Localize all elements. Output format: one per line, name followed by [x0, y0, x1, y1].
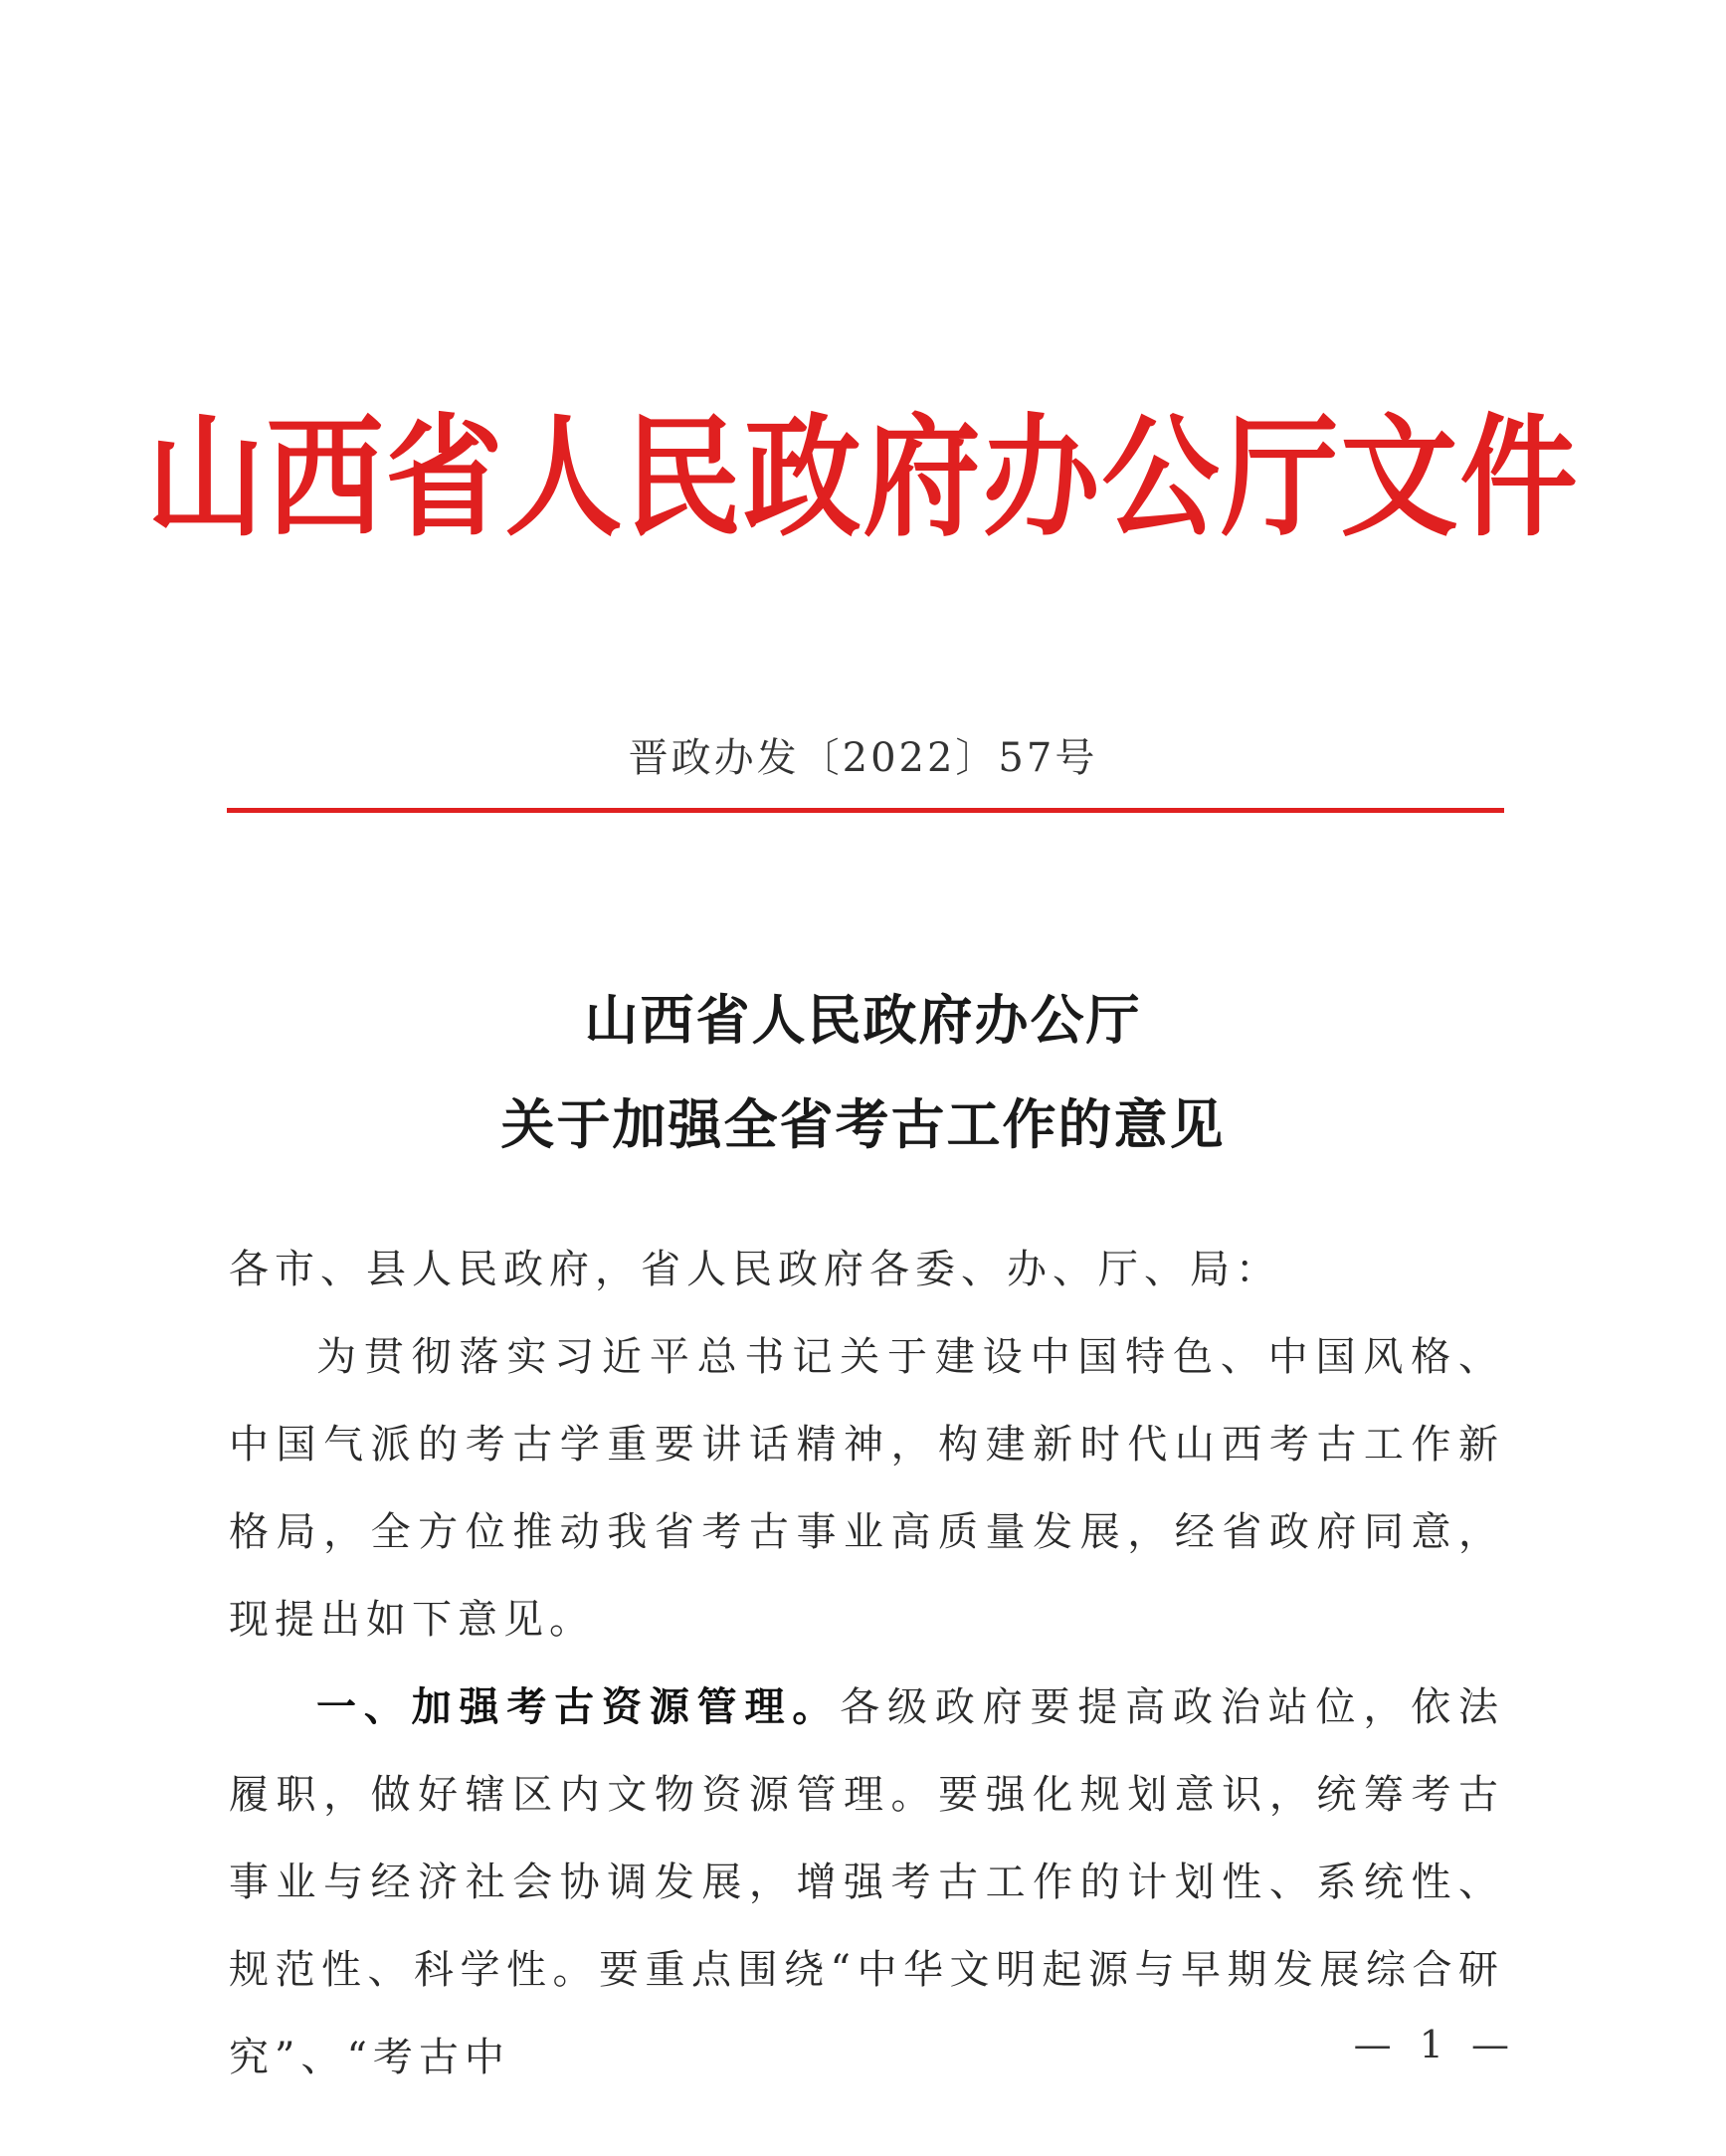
document-number: 晋政办发〔2022〕57号 — [628, 735, 1098, 781]
salutation: 各市、县人民政府，省人民政府各委、办、厅、局： — [229, 1247, 1281, 1292]
masthead-title: 山西省人民政府办公厅文件 — [146, 399, 1580, 555]
red-separator-line — [227, 808, 1504, 813]
document-title-line2: 关于加强全省考古工作的意见 — [500, 1092, 1226, 1156]
intro-paragraph: 为贯彻落实习近平总书记关于建设中国特色、中国风格、中国气派的考古学重要讲话精神，构建新时代山西考古工作新格局，全方位推动我省考古事业高质量发展，经省政府同意，现提出如下意见。 — [229, 1334, 1504, 1643]
section1-heading: 一、加强考古资源管理。 — [316, 1683, 841, 1730]
document-title-line1: 山西省人民政府办公厅 — [584, 988, 1142, 1052]
section1-paragraph — [229, 1664, 1504, 2101]
page-number: — 1 — — [1353, 2023, 1517, 2066]
document-body — [229, 1226, 1504, 2101]
section1-text: 各级政府要提高政治站位，依法履职，做好辖区内文物资源管理。要强化规划意识，统筹考古事业与经济社会协调发展，增强考古工作的计划性、系统性、规范性、科学性。要重点围绕“中华文明起源与早期发展综合研究”、“考古中 — [229, 1684, 1505, 2080]
